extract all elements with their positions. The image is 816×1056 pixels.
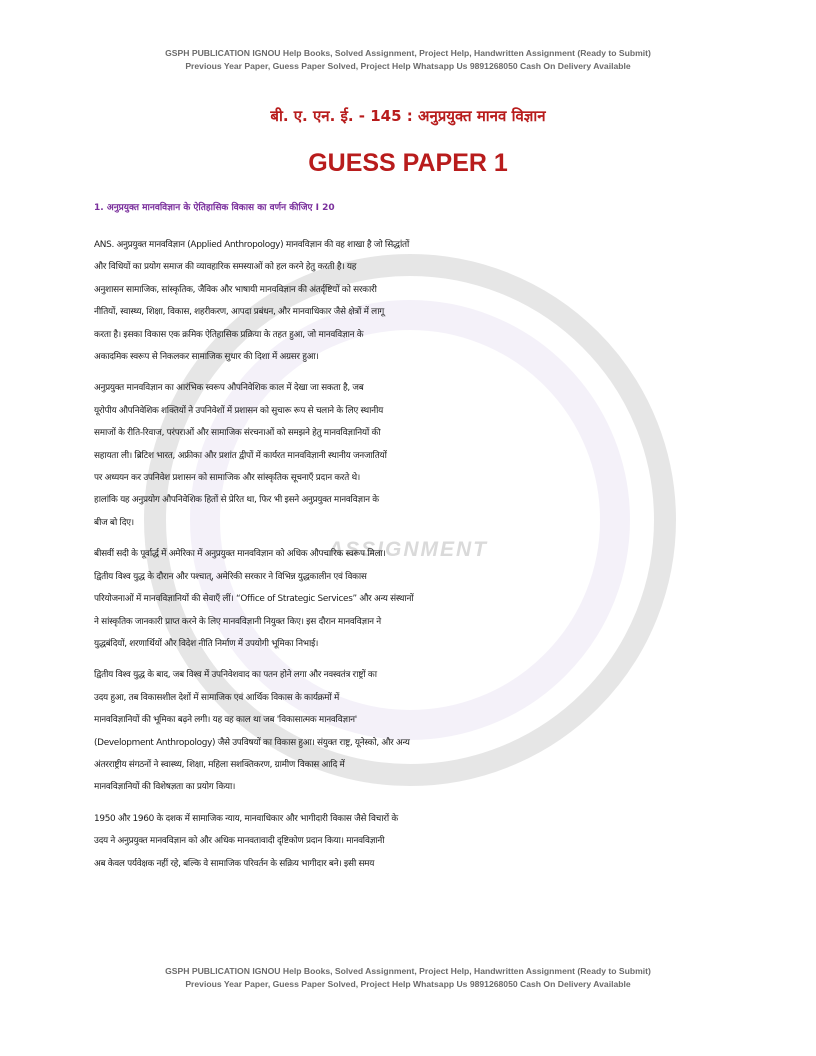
header-banner-line-1: GSPH PUBLICATION IGNOU Help Books, Solved Assignment, Project Help, Handwritten Assignment (Ready to Submit)	[165, 48, 651, 58]
text-line: अंतरराष्ट्रीय संगठनों ने स्वास्थ्य, शिक्षा, महिला सशक्तिकरण, ग्रामीण विकास आदि में	[94, 759, 345, 770]
text-line: ने सांस्कृतिक जानकारी प्राप्त करने के लिए मानवविज्ञानी नियुक्त किए। इस दौरान मानवविज्ञान ने	[94, 616, 381, 627]
text-line: नीतियों, स्वास्थ्य, शिक्षा, विकास, शहरीकरण, आपदा प्रबंधन, और मानवाधिकार जैसे क्षेत्रों में लागू	[94, 307, 384, 318]
text-line: समाजों के रीति-रिवाज, परंपराओं और सामाजिक संरचनाओं को समझने हेतु मानवविज्ञानियों की	[94, 428, 381, 439]
page-subtitle: GUESS PAPER 1	[308, 149, 508, 177]
text-line: (Development Anthropology) जैसे उपविषयों का विकास हुआ। संयुक्त राष्ट्र, यूनेस्को, और अन्य	[94, 737, 410, 748]
paragraph	[94, 543, 754, 655]
footer-banner-line-1: GSPH PUBLICATION IGNOU Help Books, Solved Assignment, Project Help, Handwritten Assignment (Ready to Submit)	[165, 966, 651, 976]
text-line: परियोजनाओं में मानवविज्ञानियों की सेवाएँ लीं। “Office of Strategic Services” और अन्य संस्थानों	[94, 594, 414, 605]
header-banner-line-2: Previous Year Paper, Guess Paper Solved, Project Help Whatsapp Us 9891268050 Cash On Delivery Available	[185, 61, 631, 71]
text-line: बीसवीं सदी के पूर्वार्द्ध में अमेरिका में अनुप्रयुक्त मानवविज्ञान को अधिक औपचारिक स्वरूप मिला।	[94, 549, 386, 560]
text-line: अनुशासन सामाजिक, सांस्कृतिक, जैविक और भाषायी मानवविज्ञान की अंतर्दृष्टियों को सरकारी	[94, 284, 377, 295]
text-line: द्वितीय विश्व युद्ध के बाद, जब विश्व में उपनिवेशवाद का पतन होने लगा और नवस्वतंत्र राष्ट्रों का	[94, 670, 377, 681]
footer-banner	[0, 965, 816, 991]
text-line: युद्धबंदियों, शरणार्थियों और विदेश नीति निर्माण में उपयोगी भूमिका निभाई।	[94, 638, 319, 649]
text-line: करता है। इसका विकास एक क्रमिक ऐतिहासिक प्रक्रिया के तहत हुआ, जो मानवविज्ञान के	[94, 329, 364, 340]
watermark-text: ASSIGNMENT	[327, 538, 488, 561]
page-title: बी. ए. एन. ई. - 145 : अनुप्रयुक्त मानव विज्ञान	[270, 107, 546, 125]
paragraph	[94, 808, 754, 875]
text-line: उदय हुआ, तब विकासशील देशों में सामाजिक एवं आर्थिक विकास के कार्यक्रमों में	[94, 692, 340, 703]
paragraph	[94, 664, 754, 798]
header-banner	[0, 47, 816, 73]
text-line: अकादमिक स्वरूप से निकलकर सामाजिक सुधार की दिशा में अग्रसर हुआ।	[94, 352, 319, 363]
answer-body	[94, 234, 754, 884]
question-heading: 1. अनुप्रयुक्त मानवविज्ञान के ऐतिहासिक विकास का वर्णन कीजिए I 20	[94, 203, 335, 213]
text-line: मानवविज्ञानियों की विशेषज्ञता का प्रयोग किया।	[94, 782, 236, 793]
text-line: बीज बो दिए।	[94, 517, 134, 528]
paragraph	[94, 377, 754, 534]
text-line: हालांकि यह अनुप्रयोग औपनिवेशिक हितों से प्रेरित था, फिर भी इसने अनुप्रयुक्त मानवविज्ञान के	[94, 495, 379, 506]
text-line: मानवविज्ञानियों की भूमिका बढ़ने लगी। यह वह काल था जब 'विकासात्मक मानवविज्ञान'	[94, 715, 357, 726]
text-line: द्वितीय विश्व युद्ध के दौरान और पश्चात्, अमेरिकी सरकार ने विभिन्न युद्धकालीन एवं विकास	[94, 571, 367, 582]
footer-banner-line-2: Previous Year Paper, Guess Paper Solved, Project Help Whatsapp Us 9891268050 Cash On Delivery Available	[185, 979, 631, 989]
paragraph	[94, 234, 754, 368]
text-line: उदय ने अनुप्रयुक्त मानवविज्ञान को और अधिक मानवतावादी दृष्टिकोण प्रदान किया। मानवविज्ञानी	[94, 836, 385, 847]
text-line: पर अध्ययन कर उपनिवेश प्रशासन को सामाजिक और सांस्कृतिक सूचनाएँ प्रदान करते थे।	[94, 473, 360, 484]
text-line: यूरोपीय औपनिवेशिक शक्तियों ने उपनिवेशों में प्रशासन को सुचारू रूप से चलाने के लिए स्थानीय	[94, 405, 383, 416]
text-line: और विधियों का प्रयोग समाज की व्यावहारिक समस्याओं को हल करने हेतु करती है। यह	[94, 262, 357, 273]
text-line: ANS. अनुप्रयुक्त मानवविज्ञान (Applied Anthropology) मानवविज्ञान की वह शाखा है जो सिद्धांतों	[94, 240, 410, 250]
text-line: अनुप्रयुक्त मानवविज्ञान का आरंभिक स्वरूप औपनिवेशिक काल में देखा जा सकता है, जब	[94, 383, 364, 394]
text-line: अब केवल पर्यवेक्षक नहीं रहे, बल्कि वे सामाजिक परिवर्तन के सक्रिय भागीदार बने। इसी समय	[94, 858, 375, 869]
text-line: 1950 और 1960 के दशक में सामाजिक न्याय, मानवाधिकार और भागीदारी विकास जैसे विचारों के	[94, 813, 398, 824]
text-line: सहायता ली। ब्रिटिश भारत, अफ्रीका और प्रशांत द्वीपों में कार्यरत मानवविज्ञानी स्थानीय जनजातियों	[94, 450, 387, 461]
